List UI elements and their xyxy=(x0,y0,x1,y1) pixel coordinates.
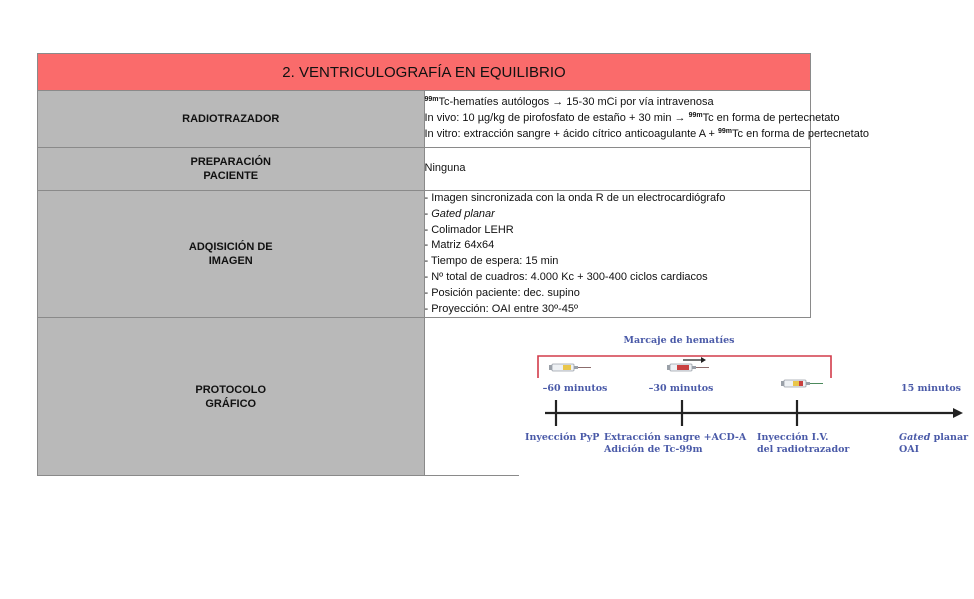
syringe-icon xyxy=(781,380,823,387)
event-label: OAI xyxy=(898,444,919,456)
list-item: - Colimador LEHR xyxy=(424,223,514,236)
time-label: –30 minutos xyxy=(648,383,713,395)
row-radiotrazador xyxy=(38,91,811,148)
arrow-right-icon xyxy=(683,357,706,363)
list-item: - Nº total de cuadros: 4.000 Kc + 300-400 ciclos cardiacos xyxy=(424,270,708,283)
label-adquisicion: ADQISICIÓN DE IMAGEN xyxy=(38,191,425,318)
row-preparacion xyxy=(38,148,811,191)
list-item: - Posición paciente: dec. supino xyxy=(424,286,580,299)
time-label: 15 minutos xyxy=(900,383,961,395)
list-item: - Tiempo de espera: 15 min xyxy=(424,255,559,268)
syringe-icon xyxy=(549,364,591,371)
isotope-sup: 99m xyxy=(688,112,703,120)
event-label: Gated planar xyxy=(898,432,968,444)
content-preparacion: Ninguna xyxy=(424,148,811,191)
radiotrazador-line-1: $^{99m}$Tc-hematíes autólogos → 15-30 mCi por vía intravenosa xyxy=(424,96,714,109)
protocol-table xyxy=(37,53,968,476)
label-preparacion: PREPARACIÓN PACIENTE xyxy=(38,148,425,191)
timeline-diagram xyxy=(519,318,974,476)
timeline-svg xyxy=(519,318,974,476)
label-protocolo: PROTOCOLO GRÁFICO xyxy=(38,318,425,476)
event-label: del radiotrazador xyxy=(756,444,849,456)
syringe-icon xyxy=(667,364,709,371)
content-protocolo xyxy=(424,318,968,476)
event-label: Inyección I.V. xyxy=(756,432,828,444)
event-label: Inyección PyP xyxy=(524,432,599,444)
list-item: - Proyección: OAI entre 30º-45º xyxy=(424,302,579,315)
time-label: –60 minutos xyxy=(542,383,607,395)
isotope-sup: 99m xyxy=(718,127,733,135)
list-item: - Gated planar xyxy=(424,207,495,220)
gated-planar-italic: Gated planar xyxy=(431,207,495,220)
timeline-arrowhead xyxy=(953,408,963,418)
list-item: - Matriz 64x64 xyxy=(424,239,495,252)
event-label: Adición de Tc-99m xyxy=(603,444,703,456)
list-item: - Imagen sincronizada con la onda R de un electrocardiógrafo xyxy=(424,192,726,204)
content-adquisicion xyxy=(424,191,811,318)
event-label: Extracción sangre +ACD-A xyxy=(603,432,746,444)
row-adquisicion xyxy=(38,191,811,318)
table-title: 2. VENTRICULOGRAFÍA EN EQUILIBRIO xyxy=(38,54,811,91)
row-protocolo xyxy=(38,318,811,476)
radiotrazador-line-2: In vivo: 10 µg/kg de pirofosfato de estaño + 30 min → $^{99m}$Tc en forma de pertecnetato xyxy=(424,112,840,125)
content-radiotrazador xyxy=(424,91,869,148)
bracket-label: Marcaje de hematíes xyxy=(623,335,734,347)
label-radiotrazador: RADIOTRAZADOR xyxy=(38,91,425,148)
radiotrazador-line-3: In vitro: extracción sangre + ácido cítrico anticoagulante A + $^{99m}$Tc en forma de pertecnetato xyxy=(424,127,869,140)
isotope-sup: 99m xyxy=(424,96,439,104)
